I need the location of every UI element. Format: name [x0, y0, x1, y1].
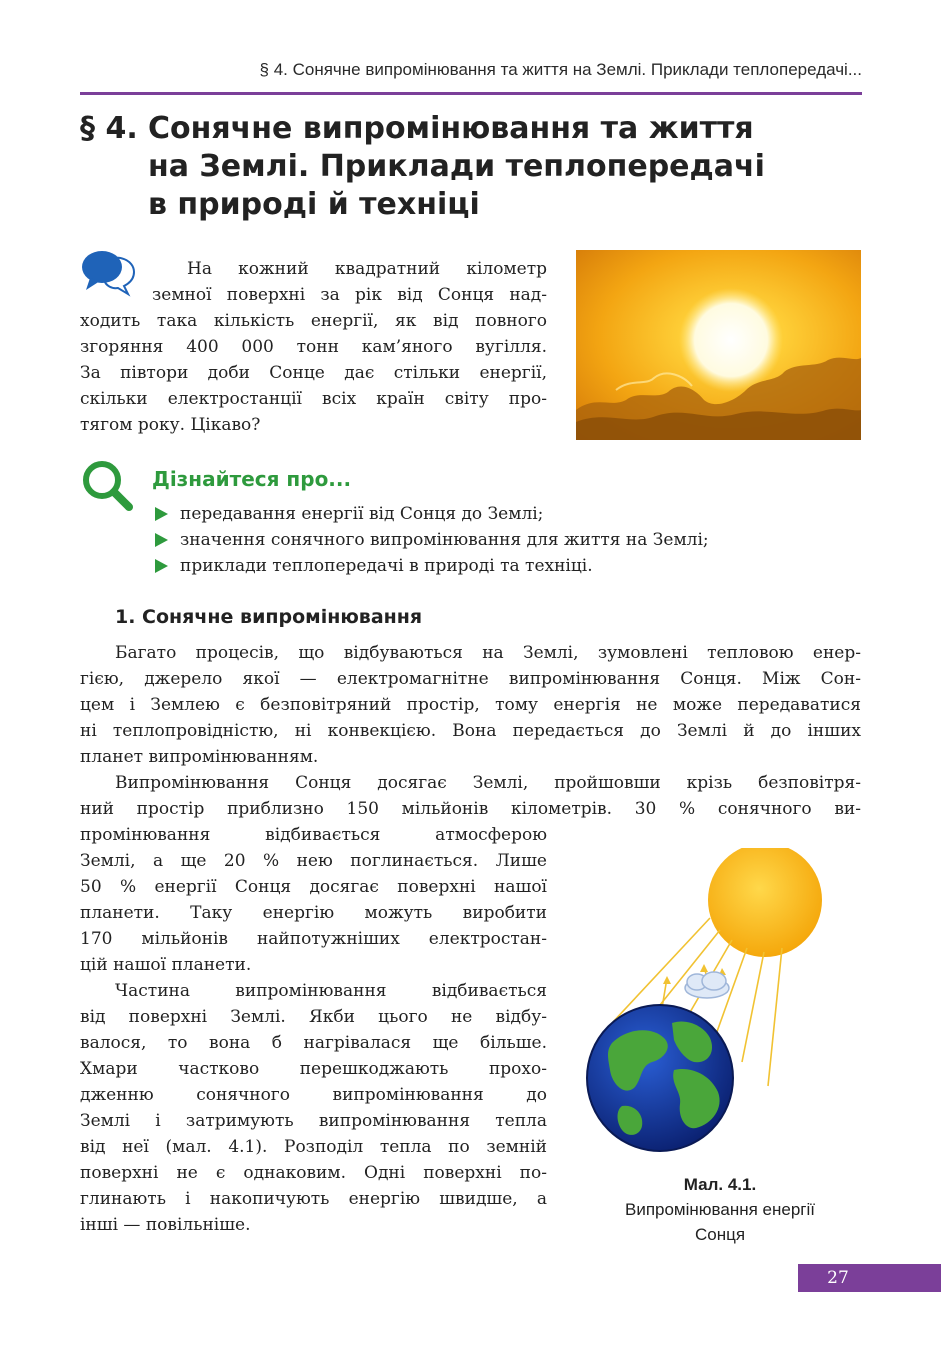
text-line: ні теплопровідністю, ні конвекцією. Вона передається до Землі й до інших [80, 721, 861, 741]
figure-caption [590, 1172, 850, 1247]
learn-heading: Дізнайтеся про... [152, 467, 352, 491]
triangle-bullet-icon [155, 533, 168, 547]
section-number: § 4. [80, 111, 138, 146]
text-line: від поверхні Землі. Якби цього не відбу- [80, 1007, 547, 1027]
intro-line: земної поверхні за рік від Сонця над- [152, 285, 547, 305]
title-line: в природі й техніці [148, 187, 480, 222]
text-line: валося, то вона б нагрівалася ще більше. [80, 1033, 547, 1053]
subsection-heading: 1. Сонячне випромінювання [115, 606, 423, 628]
text-line: поверхні не є однаковим. Одні поверхні по- [80, 1163, 547, 1183]
text-line: гією, джерело якої — електромагнітне випромінювання Сонця. Між Сон- [80, 669, 861, 689]
text-line: промінювання відбивається атмосферою [80, 825, 547, 845]
header-rule [80, 92, 862, 95]
intro-text [80, 256, 547, 438]
text-line: планет випромінюванням. [80, 747, 319, 767]
learn-list [155, 501, 709, 579]
text-line: інші — повільніше. [80, 1215, 251, 1235]
text-line: Хмари частково перешкоджають прохо- [80, 1059, 547, 1079]
text-line: планети. Таку енергію можуть виробити [80, 903, 547, 923]
list-item [155, 501, 709, 527]
paragraph [80, 770, 861, 822]
intro-line: скільки електростанції всіх країн світу про- [80, 389, 547, 409]
triangle-bullet-icon [155, 507, 168, 521]
caption-line: Сонця [694, 1225, 746, 1244]
text-line: Випромінювання Сонця досягає Землі, пройшовши крізь безповітря- [115, 773, 861, 793]
text-line: ний простір приблизно 150 мільйонів кілометрів. 30 % сонячного ви- [80, 799, 861, 819]
title-line: на Землі. Приклади теплопередачі [148, 149, 765, 184]
paragraph [80, 978, 547, 1238]
text-line: Частина випромінювання відбивається [115, 981, 547, 1001]
text-line: Землі, а ще 20 % нею поглинається. Лише [80, 851, 547, 871]
figure-label: Мал. 4.1. [683, 1175, 757, 1194]
list-item [155, 553, 709, 579]
paragraph-continuation [80, 822, 547, 978]
cloud-icon [685, 972, 729, 998]
running-head: § 4. Сонячне випромінювання та життя на Землі. Приклади теплопередачі... [259, 60, 862, 79]
intro-line: ходить така кількість енергії, як від повного [80, 311, 547, 331]
list-item-text: значення сонячного випромінювання для життя на Землі; [180, 530, 709, 550]
text-line: цій нашої планети. [80, 955, 252, 975]
intro-line: На кожний квадратний кілометр [187, 259, 547, 279]
list-item [155, 527, 709, 553]
paragraph [80, 640, 861, 770]
sun-icon [708, 848, 822, 957]
text-line: глинають і накопичують енергію швидше, а [80, 1189, 547, 1209]
text-line: 50 % енергії Сонця досягає поверхні нашої [80, 877, 547, 897]
text-line: Землі і затримують випромінювання тепла [80, 1111, 547, 1131]
page-number: 27 [827, 1268, 849, 1288]
text-line: цем і Землею є безповітряний простір, тому енергія не може передаватися [80, 695, 861, 715]
intro-line: тягом року. Цікаво? [80, 415, 261, 435]
triangle-bullet-icon [155, 559, 168, 573]
text-line: 170 мільйонів найпотужніших електростан- [80, 929, 547, 949]
text-line: від неї (мал. 4.1). Розподіл тепла по земній [80, 1137, 547, 1157]
text-line: дженню сонячного випромінювання до [80, 1085, 547, 1105]
intro-line: За півтори доби Сонце дає стільки енергії, [80, 363, 547, 383]
intro-line: згоряння 400 000 тонн кам’яного вугілля. [80, 337, 547, 357]
text-line: Багато процесів, що відбуваються на Землі, зумовлені тепловою енер- [115, 643, 861, 663]
page-number-tab [798, 1264, 941, 1292]
magnifier-icon [80, 458, 134, 512]
caption-line: Випромінювання енергії [624, 1200, 815, 1219]
section-title [80, 110, 820, 224]
list-item-text: передавання енергії від Сонця до Землі; [180, 504, 544, 524]
title-line: Сонячне випромінювання та життя [148, 111, 754, 146]
earth-icon [587, 1005, 733, 1151]
sun-photo [576, 250, 861, 440]
sun-earth-illustration [582, 848, 842, 1158]
list-item-text: приклади теплопередачі в природі та техніці. [180, 556, 593, 576]
